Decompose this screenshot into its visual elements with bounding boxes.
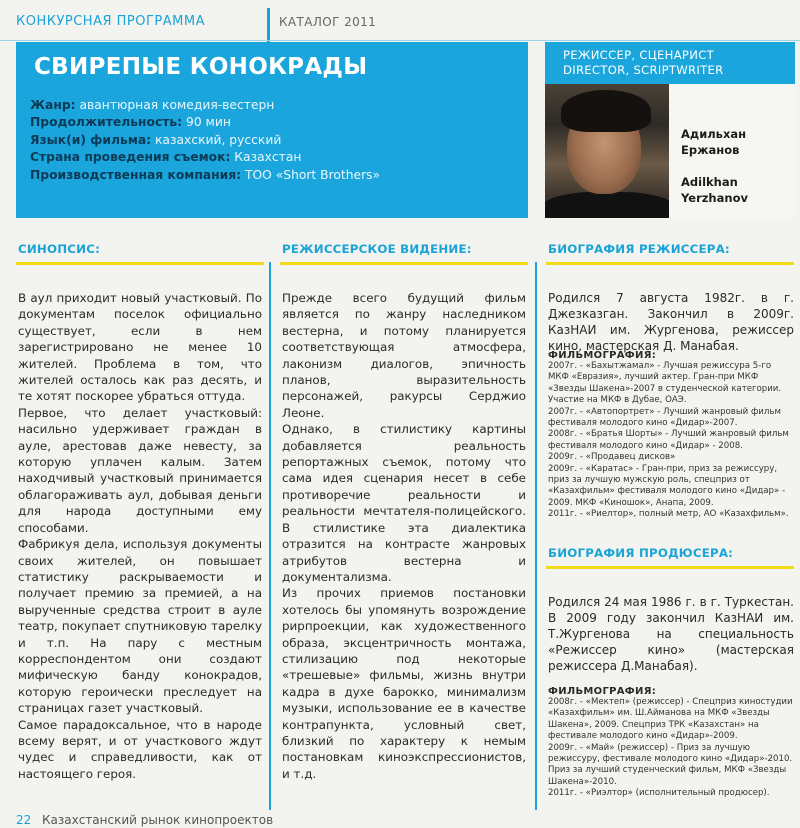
header-divider: [0, 40, 800, 41]
film-title: СВИРЕПЫЕ КОНОКРАДЫ: [34, 54, 368, 80]
header-tick: [267, 8, 270, 42]
producer-bio-text: Родился 24 мая 1986 г. в г. Туркестан. В 2009 году закончил КазНАИ им. Т.Жургенова на специальность «Режиссер кино» (мастерская режиссера Д.Манабая).: [548, 595, 794, 673]
synopsis-heading: СИНОПСИС:: [18, 242, 101, 256]
header-catalog-label: КАТАЛОГ 2011: [279, 15, 377, 29]
director-name-en-first: Adilkhan: [681, 175, 738, 189]
meta-row-country: Страна проведения съемок: Казахстан: [30, 150, 302, 165]
synopsis-paragraph: Фабрикуя дела, используя документы своих жителей, он повышает статистику раскрываемости и получает премию за премией, а на вырученные средства строит в ауле театр, покупает спутниковую тарелку и т.п. На пару с местным корреспондентом они создают мифическую банду конокрадов, которую героически преследует на страницах газет участковый.: [18, 537, 262, 716]
producer-bio-heading-rule: [546, 566, 794, 569]
filmography-item: 2009г. - «Каратас» - Гран-при, приз за режиссуру, приз за лучшую мужскую роль, спецприз от «Казахфильм» фестиваля молодого кино «Дидар» - 2009. МКФ «Киношок», Анапа, 2009.: [548, 463, 786, 508]
filmography-item: 2011г. - «Риэлтор» (исполнительный продюсер).: [548, 788, 770, 799]
synopsis-paragraph: В аул приходит новый участковый. По документам поселок официально существует, если в нем зарегистрировано не менее 10 жителей. Проблема в том, что жителей осталось как раз десять, и те хотят поскорее убраться оттуда.: [18, 291, 262, 404]
director-name-ru-first: Адильхан: [681, 127, 747, 141]
director-bio-text: Родился 7 августа 1982г. в г. Джезказган. Закончил в 2009г. КазНАИ им. Жургенова, режиссер кино, мастерская Д. Манабая.: [548, 291, 794, 353]
footer-publication-title: Казахстанский рынок кинопроектов: [42, 813, 274, 827]
meta-row-language: Язык(и) фильма: казахский, русский: [30, 132, 282, 147]
producer-bio-heading: БИОГРАФИЯ ПРОДЮСЕРА:: [548, 546, 734, 560]
synopsis-paragraph: Первое, что делает участковый: насильно удерживает граждан в ауле, арестовав даже невесту, за которую уплачен калым. Затем находчивый участковый принимается облагораживать аул, добывая деньги для народа доступными ему способами.: [18, 405, 262, 535]
vision-heading-rule: [280, 262, 528, 265]
meta-row-company: Производственная компания: ТОО «Short Brothers»: [30, 167, 381, 182]
filmography-item: 2009г. - «Май» (режиссер) - Приз за лучшую режиссуру, фестивале молодого кино «Дидар»-2010. Приз за лучший студенческий фильм, МКФ «Звезды Шакена»-2010.: [548, 742, 793, 787]
director-photo: [545, 84, 669, 218]
director-role-band: [545, 42, 795, 84]
director-bio-heading-rule: [546, 262, 794, 265]
column-separator-1: [269, 262, 271, 810]
synopsis-heading-rule: [16, 262, 264, 265]
film-info-panel: [16, 42, 528, 218]
director-filmography-heading: ФИЛЬМОГРАФИЯ:: [548, 350, 656, 361]
filmography-item: 2008г. - «Братья Шорты» - Лучший жанровый фильм фестиваля молодого кино «Дидар» - 2008.: [548, 429, 789, 451]
vision-heading: РЕЖИССЕРСКОЕ ВИДЕНИЕ:: [282, 242, 472, 256]
vision-paragraph: Однако, в стилистику картины добавляется реальность репортажных съемок, потому что сама идея сценария несет в себе противоречие реальности и реальности мечтателя-полицейского. В стилистике эта диалектика отразится на контрасте жанровых атрибутов вестерна и документализма.: [282, 422, 526, 584]
director-names: [681, 126, 748, 206]
meta-row-duration: Продолжительность: 90 мин: [30, 115, 231, 130]
vision-paragraph: Из прочих приемов постановки хотелось бы упомянуть возрождение рирпроекции, как художественного образа, эксцентричность монтажа, стилизацию под некоторые «трешевые» фильмы, жизнь внутри кадра в духе барокко, минимализм музыки, использование ее в качестве контрапункта, условный свет, близкий по характеру к немым постановкам киноэкспрессионистов, и т.д.: [282, 586, 526, 781]
column-separator-2: [535, 262, 537, 810]
director-card: [545, 42, 795, 218]
film-meta-list: [30, 97, 380, 184]
vision-body: [282, 290, 526, 782]
director-bio-heading: БИОГРАФИЯ РЕЖИССЕРА:: [548, 242, 730, 256]
synopsis-body: [18, 290, 262, 782]
vision-paragraph: Прежде всего будущий фильм является по жанру наследником вестерна, и потому планируется соответствующая атмосфера, лаконизм диалогов, эпичность планов, выразительность персонажей, ракурсы Серджио Леоне.: [282, 291, 526, 420]
meta-row-genre: Жанр: авантюрная комедия-вестерн: [30, 98, 275, 112]
producer-filmography-heading: ФИЛЬМОГРАФИЯ:: [548, 686, 656, 697]
filmography-item: 2007г. - «Бахытжамал» - Лучшая режиссура 5-го МКФ «Евразия», лучший актер. Гран-при МКФ «Звезды Шакена»-2007 в студенческой категории. Участие на МКФ в Дубае, ОАЭ.: [548, 361, 782, 406]
filmography-item: 2007г. - «Автопортрет» - Лучший жанровый фильм фестиваля молодого кино «Дидар»-2007.: [548, 406, 781, 429]
producer-filmography: [548, 686, 794, 800]
filmography-item: 2009г. - «Продавец дисков»: [548, 452, 676, 463]
director-role-en: DIRECTOR, SCRIPTWRITER: [563, 63, 724, 77]
filmography-item: 2011г. - «Риелтор», полный метр, АО «Казахфильм».: [548, 509, 789, 520]
director-name-ru-last: Ержанов: [681, 143, 740, 157]
filmography-item: 2008г. - «Мектеп» (режиссер) - Спецприз киностудии «Казахфильм» им. Ш.Айманова на МКФ «Звезды Шакена», 2009. Спецприз ТРК «Казахстан» на фестивале молодого кино «Дидар»-2009.: [548, 697, 793, 742]
header-section-label: КОНКУРСНАЯ ПРОГРАММА: [16, 14, 205, 29]
director-name-en-last: Yerzhanov: [681, 191, 748, 205]
synopsis-paragraph: Самое парадоксальное, что в народе всему верят, и от участкового ждут чудес и справедливости, как от настоящего героя.: [18, 717, 262, 781]
director-filmography: [548, 350, 794, 521]
director-role-ru: РЕЖИССЕР, СЦЕНАРИСТ: [563, 48, 714, 62]
page-number: 22: [16, 813, 32, 827]
